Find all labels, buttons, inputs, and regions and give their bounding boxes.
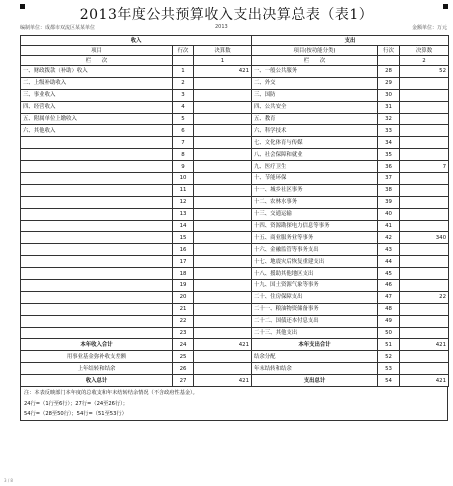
- expense-line: 38: [378, 184, 400, 196]
- income-amount: [194, 161, 252, 173]
- income-line: 10: [173, 173, 194, 185]
- expense-item: 八、社会保障和就业: [252, 149, 378, 161]
- expense-amount: [400, 101, 449, 113]
- expense-line: 31: [378, 101, 400, 113]
- expense-amount: [400, 77, 449, 89]
- total-expense-amount: [400, 351, 449, 363]
- total-expense-line: 51: [378, 339, 400, 351]
- table-row: [21, 184, 449, 196]
- income-line: 5: [173, 113, 194, 125]
- expense-item: 十九、国土资源气象等事务: [252, 280, 378, 292]
- expense-line: 40: [378, 208, 400, 220]
- table-row: [21, 137, 449, 149]
- expense-amount: [400, 196, 449, 208]
- income-line: 12: [173, 196, 194, 208]
- income-line: 21: [173, 303, 194, 315]
- total-expense-amount: 421: [400, 375, 449, 387]
- expense-line: 37: [378, 173, 400, 185]
- income-item: [21, 208, 173, 220]
- table-row: [21, 256, 449, 268]
- table-row: [21, 280, 449, 292]
- table-row: [21, 291, 449, 303]
- table-row: [21, 327, 449, 339]
- budget-table: [20, 35, 449, 387]
- total-income-line: 27: [173, 375, 194, 387]
- expense-line: 30: [378, 89, 400, 101]
- income-amount: [194, 125, 252, 137]
- income-item: [21, 291, 173, 303]
- expense-line: 35: [378, 149, 400, 161]
- sub-col-expense-line: [378, 56, 400, 66]
- expense-amount: 340: [400, 232, 449, 244]
- corner-mark: [443, 4, 448, 9]
- table-row: [21, 161, 449, 173]
- income-line: 19: [173, 280, 194, 292]
- expense-amount: 22: [400, 291, 449, 303]
- expense-line: 32: [378, 113, 400, 125]
- expense-amount: [400, 303, 449, 315]
- unit-right: 金额单位：万元: [411, 25, 447, 31]
- table-row: [21, 303, 449, 315]
- expense-line: 29: [378, 77, 400, 89]
- income-line: 16: [173, 244, 194, 256]
- income-item: [21, 149, 173, 161]
- income-line: 3: [173, 89, 194, 101]
- income-line: 22: [173, 315, 194, 327]
- income-item: [21, 280, 173, 292]
- income-line: 11: [173, 184, 194, 196]
- expense-item: 二十一、粮油物资储备事务: [252, 303, 378, 315]
- expense-line: 33: [378, 125, 400, 137]
- expense-item: 二十三、其他支出: [252, 327, 378, 339]
- income-amount: [194, 327, 252, 339]
- income-amount: [194, 184, 252, 196]
- expense-amount: [400, 220, 449, 232]
- income-item: [21, 220, 173, 232]
- expense-item: 十七、地震灾后恢复重建支出: [252, 256, 378, 268]
- income-line: 20: [173, 291, 194, 303]
- total-income-item: 上年结转和结余: [21, 363, 173, 375]
- income-line: 13: [173, 208, 194, 220]
- expense-amount: [400, 208, 449, 220]
- expense-item: 十八、援助其他地区支出: [252, 268, 378, 280]
- expense-line: 41: [378, 220, 400, 232]
- expense-item: 七、文化体育与传媒: [252, 137, 378, 149]
- column-index-row: [21, 56, 449, 66]
- expense-amount: 7: [400, 161, 449, 173]
- expense-amount: [400, 184, 449, 196]
- expense-item: 三、国防: [252, 89, 378, 101]
- expense-item: 五、教育: [252, 113, 378, 125]
- total-expense-item: 结余分配: [252, 351, 378, 363]
- expense-item: 九、医疗卫生: [252, 161, 378, 173]
- expense-line: 43: [378, 244, 400, 256]
- income-item: [21, 173, 173, 185]
- expense-amount: [400, 327, 449, 339]
- total-expense-item: 支出总计: [252, 375, 378, 387]
- income-amount: [194, 137, 252, 149]
- total-expense-item: 本年支出合计: [252, 339, 378, 351]
- col-line-header: 行次: [173, 46, 194, 56]
- expense-line: 50: [378, 327, 400, 339]
- expense-line: 36: [378, 161, 400, 173]
- income-line: 1: [173, 66, 194, 78]
- expense-amount: [400, 125, 449, 137]
- expense-amount: [400, 256, 449, 268]
- unit-left: 编制单位：成都市双流区某某单位: [20, 25, 96, 31]
- income-item: [21, 303, 173, 315]
- col-amount-header: 决算数: [194, 46, 252, 56]
- table-row: [21, 268, 449, 280]
- income-item: 三、事业收入: [21, 89, 173, 101]
- income-line: 15: [173, 232, 194, 244]
- table-row: [21, 244, 449, 256]
- expense-item: 二十二、国债还本付息支出: [252, 315, 378, 327]
- income-amount: [194, 89, 252, 101]
- income-line: 7: [173, 137, 194, 149]
- income-item: 一、财政拨款（补助）收入: [21, 66, 173, 78]
- expense-item: 十六、金融监管等事务支出: [252, 244, 378, 256]
- table-row: [21, 315, 449, 327]
- total-income-item: 收入总计: [21, 375, 173, 387]
- income-amount: [194, 173, 252, 185]
- expense-amount: [400, 315, 449, 327]
- income-line: 9: [173, 161, 194, 173]
- sub-col-expense: 栏 次: [252, 56, 378, 66]
- expense-line: 46: [378, 280, 400, 292]
- expense-item: 二、外交: [252, 77, 378, 89]
- expense-line: 49: [378, 315, 400, 327]
- income-amount: 421: [194, 66, 252, 78]
- expense-line: 45: [378, 268, 400, 280]
- income-item: [21, 161, 173, 173]
- total-row: [21, 375, 449, 387]
- expense-amount: 52: [400, 66, 449, 78]
- page-footer: 3 / 8: [4, 478, 13, 483]
- table-row: [21, 89, 449, 101]
- income-amount: [194, 77, 252, 89]
- table-row: [21, 208, 449, 220]
- income-amount: [194, 208, 252, 220]
- table-row: [21, 101, 449, 113]
- total-income-line: 24: [173, 339, 194, 351]
- income-amount: [194, 149, 252, 161]
- table-row: [21, 173, 449, 185]
- total-expense-amount: 421: [400, 339, 449, 351]
- table-row: [21, 220, 449, 232]
- total-income-amount: [194, 351, 252, 363]
- expense-item: 十一、城乡社区事务: [252, 184, 378, 196]
- table-row: [21, 149, 449, 161]
- income-line: 18: [173, 268, 194, 280]
- income-item: 四、经营收入: [21, 101, 173, 113]
- income-item: 六、其他收入: [21, 125, 173, 137]
- table-row: [21, 113, 449, 125]
- income-amount: [194, 232, 252, 244]
- total-income-amount: 421: [194, 375, 252, 387]
- total-row: [21, 351, 449, 363]
- income-line: 17: [173, 256, 194, 268]
- income-line: 2: [173, 77, 194, 89]
- sub-col-expense-amount: 2: [400, 56, 449, 66]
- table-row: [21, 77, 449, 89]
- sub-col-income: 栏 次: [21, 56, 173, 66]
- total-income-item: 本年收入合计: [21, 339, 173, 351]
- expense-item: 十四、资源勘探电力信息等事务: [252, 220, 378, 232]
- table-row: [21, 196, 449, 208]
- income-item: [21, 137, 173, 149]
- income-amount: [194, 256, 252, 268]
- income-item: 五、附属单位上缴收入: [21, 113, 173, 125]
- expense-line: 28: [378, 66, 400, 78]
- expense-item: 十、节能环保: [252, 173, 378, 185]
- total-row: [21, 363, 449, 375]
- income-amount: [194, 220, 252, 232]
- expense-line: 48: [378, 303, 400, 315]
- expense-item: 二十、住房保障支出: [252, 291, 378, 303]
- expense-amount: [400, 149, 449, 161]
- column-header-row: [21, 46, 449, 56]
- income-amount: [194, 244, 252, 256]
- expense-amount: [400, 89, 449, 101]
- total-expense-amount: [400, 363, 449, 375]
- expense-group-header: 支出: [252, 36, 449, 46]
- sub-col-income-amount: 1: [194, 56, 252, 66]
- sub-col-income-line: [173, 56, 194, 66]
- expense-item: 十三、交通运输: [252, 208, 378, 220]
- income-amount: [194, 303, 252, 315]
- total-expense-line: 53: [378, 363, 400, 375]
- col-line-exp-header: 行次: [378, 46, 400, 56]
- income-line: 14: [173, 220, 194, 232]
- col-amount-exp-header: 决算数: [400, 46, 449, 56]
- table-row: [21, 66, 449, 78]
- income-line: 4: [173, 101, 194, 113]
- corner-mark: [20, 4, 25, 9]
- income-item: [21, 315, 173, 327]
- expense-line: 34: [378, 137, 400, 149]
- income-line: 6: [173, 125, 194, 137]
- expense-item: 六、科学技术: [252, 125, 378, 137]
- expense-item: 一、一般公共服务: [252, 66, 378, 78]
- expense-line: 47: [378, 291, 400, 303]
- expense-line: 44: [378, 256, 400, 268]
- income-amount: [194, 268, 252, 280]
- income-item: 二、上级补助收入: [21, 77, 173, 89]
- expense-item: 四、公共安全: [252, 101, 378, 113]
- expense-amount: [400, 268, 449, 280]
- total-expense-line: 54: [378, 375, 400, 387]
- income-amount: [194, 280, 252, 292]
- total-expense-item: 年末结转和结余: [252, 363, 378, 375]
- income-amount: [194, 291, 252, 303]
- expense-item: 十二、农林水事务: [252, 196, 378, 208]
- expense-line: 42: [378, 232, 400, 244]
- note-line-1: 注：本表反映部门本年度的总收支和年末结转结余情况（不含政府性基金）。: [24, 390, 198, 396]
- income-item: [21, 327, 173, 339]
- total-income-amount: 421: [194, 339, 252, 351]
- expense-amount: [400, 173, 449, 185]
- total-income-line: 25: [173, 351, 194, 363]
- income-amount: [194, 113, 252, 125]
- income-amount: [194, 101, 252, 113]
- table-row: [21, 232, 449, 244]
- total-income-item: 用事业基金弥补收支差额: [21, 351, 173, 363]
- table-note: [20, 387, 448, 421]
- table-row: [21, 125, 449, 137]
- expense-amount: [400, 244, 449, 256]
- expense-amount: [400, 280, 449, 292]
- total-income-line: 26: [173, 363, 194, 375]
- expense-line: 39: [378, 196, 400, 208]
- income-item: [21, 268, 173, 280]
- income-item: [21, 196, 173, 208]
- income-item: [21, 232, 173, 244]
- income-line: 23: [173, 327, 194, 339]
- total-income-amount: [194, 363, 252, 375]
- expense-amount: [400, 137, 449, 149]
- col-item-header: 项目: [21, 46, 173, 56]
- total-row: [21, 339, 449, 351]
- note-line-2: 24行=（1行至6行）；27行=（24至26行）；: [24, 400, 128, 407]
- income-amount: [194, 196, 252, 208]
- expense-amount: [400, 113, 449, 125]
- income-amount: [194, 315, 252, 327]
- income-group-header: 收入: [21, 36, 252, 46]
- total-expense-line: 52: [378, 351, 400, 363]
- page-title: 2013年度公共预算收入支出决算总表（表1）: [79, 7, 374, 23]
- group-header-row: [21, 36, 449, 46]
- expense-item: 十五、商业服务业等事务: [252, 232, 378, 244]
- col-item-exp-header: 项目(按功能分类): [252, 46, 378, 56]
- income-item: [21, 256, 173, 268]
- report-year: 2013: [215, 24, 228, 30]
- income-line: 8: [173, 149, 194, 161]
- income-item: [21, 244, 173, 256]
- income-item: [21, 184, 173, 196]
- note-line-3: 54行=（28至50行）；54行=（51至53行）: [24, 411, 127, 417]
